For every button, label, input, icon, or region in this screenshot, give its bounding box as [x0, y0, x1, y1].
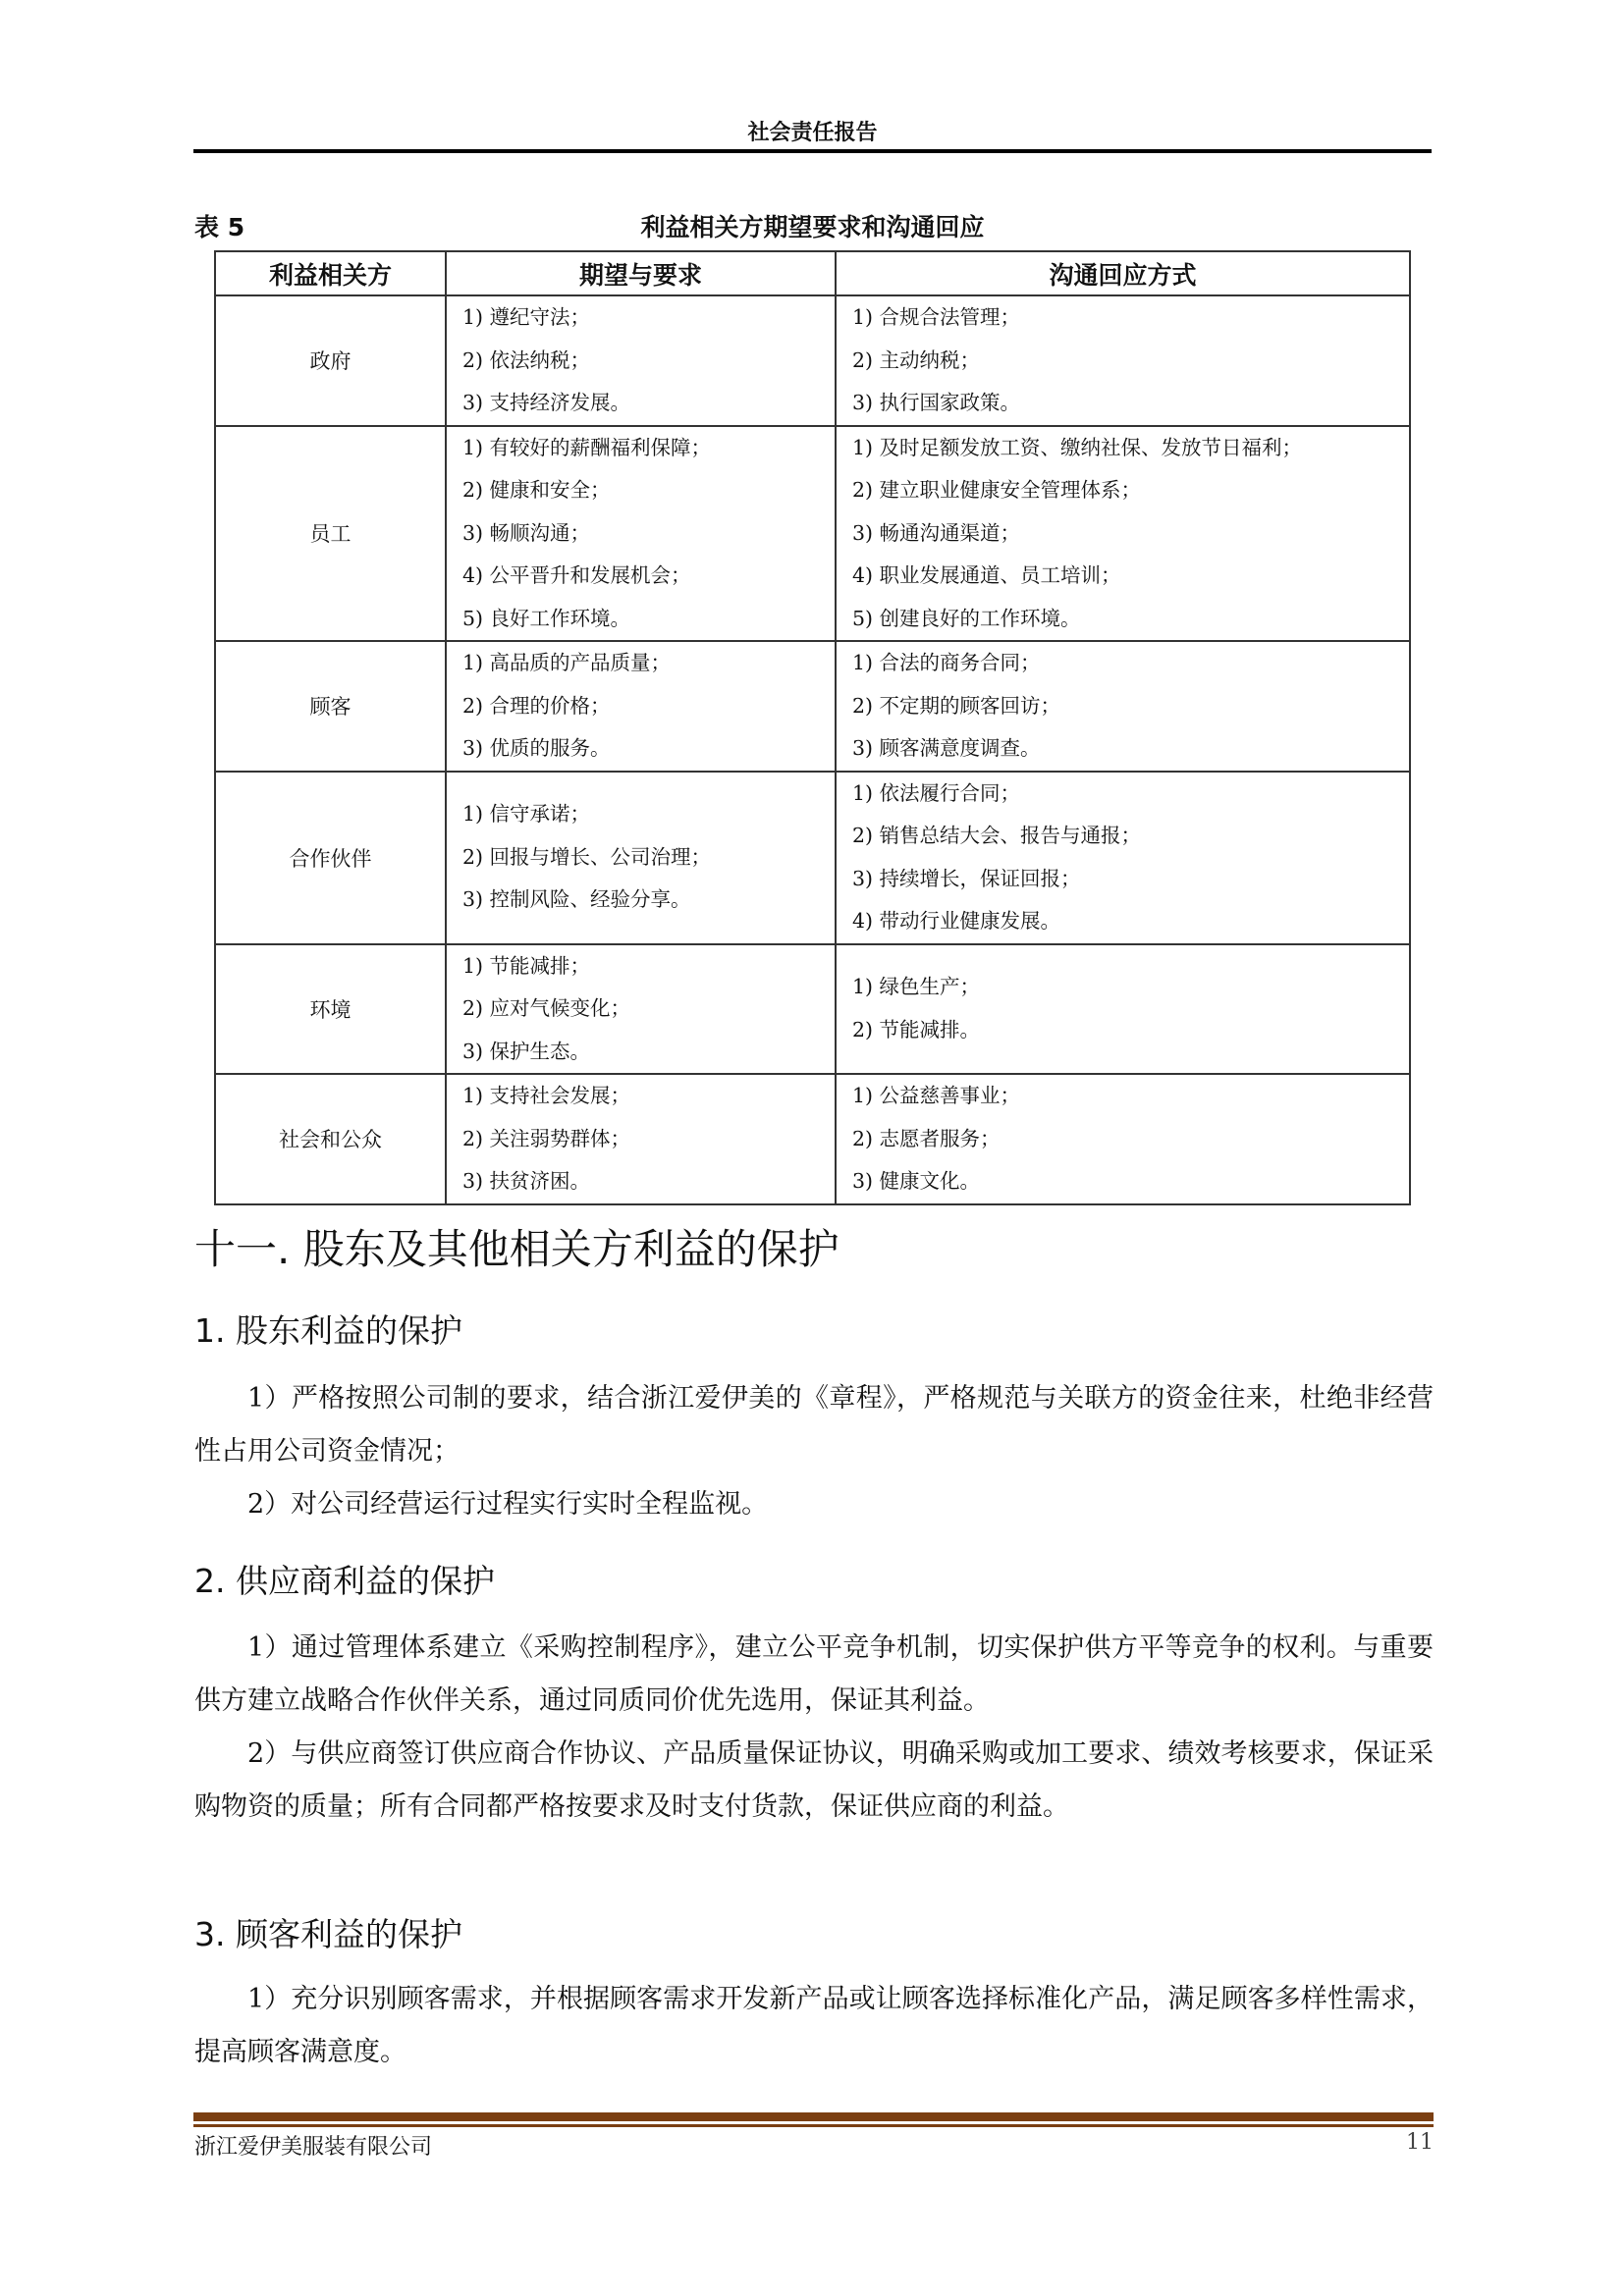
responses-cell [836, 641, 1410, 772]
response-item: 4) 职业发展通道、员工培训； [852, 563, 1121, 587]
table-title: 利益相关方期望要求和沟通回应 [640, 213, 985, 241]
subsection-heading-shareholders: 1. 股东利益的保护 [194, 1311, 462, 1350]
table-row [215, 426, 1410, 642]
stakeholder-name: 政府 [215, 295, 446, 426]
paragraph: 2）与供应商签订供应商合作协议、产品质量保证协议，明确采购或加工要求、绩效考核要求，保证采购物资的质量；所有合同都严格按要求及时支付货款，保证供应商的利益。 [194, 1738, 1434, 1822]
subsection-heading-customers: 3. 顾客利益的保护 [194, 1915, 462, 1953]
running-header: 社会责任报告 [747, 121, 878, 145]
expectation-item: 3) 支持经济发展。 [462, 391, 631, 414]
responses-cell [836, 426, 1410, 642]
paragraph: 1）充分识别顾客需求，并根据顾客需求开发新产品或让顾客选择标准化产品，满足顾客多样性需求，提高顾客满意度。 [194, 1984, 1434, 2067]
response-item: 2) 志愿者服务； [852, 1126, 1001, 1150]
expectation-item: 2) 关注弱势群体； [462, 1126, 631, 1150]
table-row [215, 641, 1410, 772]
expectations-cell [446, 1074, 836, 1204]
expectation-item: 5) 良好工作环境。 [462, 606, 631, 630]
stakeholder-name: 社会和公众 [215, 1074, 446, 1204]
section-heading: 十一. 股东及其他相关方利益的保护 [194, 1225, 839, 1273]
expectation-item: 3) 控制风险、经验分享。 [462, 887, 691, 912]
response-item: 3) 畅通沟通渠道； [852, 520, 1021, 545]
expectations-cell [446, 295, 836, 426]
expectation-item: 1) 信守承诺； [462, 802, 591, 827]
stakeholder-name: 合作伙伴 [215, 772, 446, 944]
expectation-item: 2) 合理的价格； [462, 693, 611, 718]
page-number: 11 [1406, 2130, 1434, 2155]
expectation-item: 2) 应对气候变化； [462, 996, 631, 1020]
responses-cell [836, 944, 1410, 1075]
response-item: 2) 建立职业健康安全管理体系； [852, 478, 1142, 502]
responses-cell [836, 1074, 1410, 1204]
expectation-item: 1) 节能减排； [462, 953, 591, 978]
response-item: 3) 顾客满意度调查。 [852, 736, 1041, 760]
responses-cell [836, 772, 1410, 944]
response-item: 2) 销售总结大会、报告与通报； [852, 824, 1142, 847]
table-row [215, 295, 1410, 426]
response-item: 2) 主动纳税； [852, 347, 981, 372]
expectations-cell [446, 426, 836, 642]
responses-cell [836, 295, 1410, 426]
footer-rule-thin [193, 2124, 1434, 2127]
response-item: 3) 持续增长，保证回报； [852, 866, 1081, 890]
response-item: 1) 合法的商务合同； [852, 651, 1041, 674]
response-item: 1) 合规合法管理； [852, 305, 1021, 329]
stakeholder-name: 员工 [215, 426, 446, 642]
response-item: 1) 绿色生产； [852, 975, 981, 999]
table-row [215, 772, 1410, 944]
table-row [215, 944, 1410, 1075]
expectation-item: 2) 依法纳税； [462, 347, 591, 372]
response-item: 5) 创建良好的工作环境。 [852, 606, 1081, 630]
response-item: 1) 公益慈善事业； [852, 1084, 1021, 1107]
response-item: 3) 执行国家政策。 [852, 391, 1021, 414]
paragraph: 2）对公司经营运行过程实行实时全程监视。 [247, 1489, 769, 1520]
expectations-cell [446, 772, 836, 944]
expectations-cell [446, 641, 836, 772]
expectation-item: 3) 畅顺沟通； [462, 520, 591, 545]
subsection-heading-suppliers: 2. 供应商利益的保护 [194, 1562, 495, 1600]
expectation-item: 1) 遵纪守法； [462, 305, 591, 329]
response-item: 2) 不定期的顾客回访； [852, 693, 1061, 718]
expectation-item: 4) 公平晋升和发展机会； [462, 563, 691, 587]
expectations-cell [446, 944, 836, 1075]
expectation-item: 1) 支持社会发展； [462, 1084, 631, 1107]
table-row [215, 1074, 1410, 1204]
expectation-item: 3) 保护生态。 [462, 1039, 591, 1063]
response-item: 1) 及时足额发放工资、缴纳社保、发放节日福利； [852, 435, 1303, 459]
stakeholder-table [214, 250, 1411, 1205]
expectation-item: 3) 优质的服务。 [462, 736, 611, 760]
stakeholder-name: 环境 [215, 944, 446, 1075]
table-header-row [215, 251, 1410, 295]
column-header-party: 利益相关方 [215, 251, 446, 295]
column-header-responses: 沟通回应方式 [836, 251, 1410, 295]
stakeholder-name: 顾客 [215, 641, 446, 772]
paragraph: 1）通过管理体系建立《采购控制程序》，建立公平竞争机制，切实保护供方平等竞争的权利。与重要供方建立战略合作伙伴关系，通过同质同价优先选用，保证其利益。 [194, 1632, 1434, 1716]
expectation-item: 1) 高品质的产品质量； [462, 651, 672, 674]
column-header-expectations: 期望与要求 [446, 251, 836, 295]
footer-rule [193, 2112, 1434, 2121]
response-item: 4) 带动行业健康发展。 [852, 909, 1061, 933]
paragraph: 1）严格按照公司制的要求，结合浙江爱伊美的《章程》，严格规范与关联方的资金往来，杜绝非经营性占用公司资金情况； [194, 1383, 1434, 1467]
expectation-item: 1) 有较好的薪酬福利保障； [462, 435, 712, 459]
header-rule [193, 149, 1432, 153]
response-item: 3) 健康文化。 [852, 1169, 981, 1193]
footer-company-name: 浙江爱伊美服装有限公司 [194, 2135, 433, 2160]
expectation-item: 2) 健康和安全； [462, 478, 611, 502]
response-item: 2) 节能减排。 [852, 1017, 981, 1041]
expectation-item: 2) 回报与增长、公司治理； [462, 844, 712, 869]
table-label: 表 5 [194, 213, 245, 241]
expectation-item: 3) 扶贫济困。 [462, 1169, 591, 1193]
table-body [215, 295, 1410, 1204]
response-item: 1) 依法履行合同； [852, 780, 1021, 805]
